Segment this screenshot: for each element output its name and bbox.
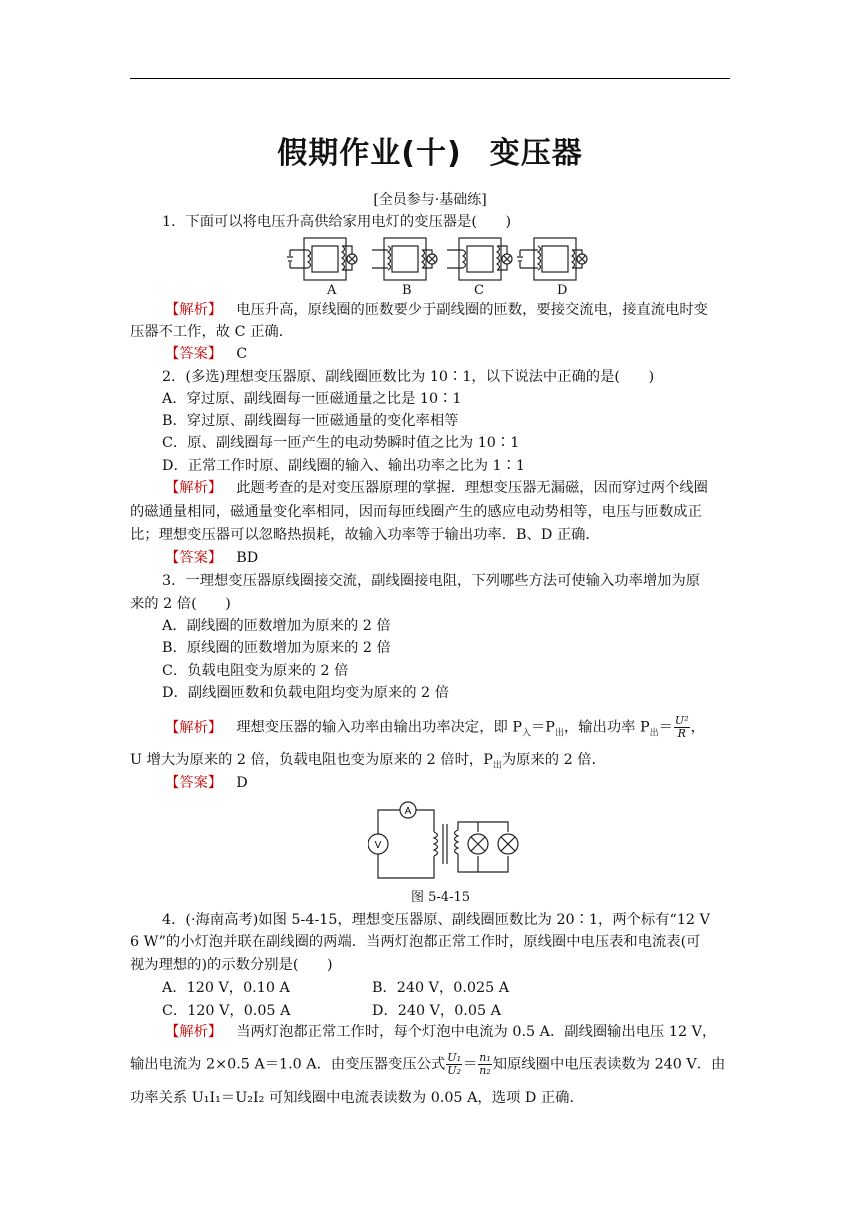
q3-analysis-cont: U 增大为原来的 2 倍，负载电阻也变为原来的 2 倍时，$P_出$为原来的 2 倍． — [130, 752, 606, 771]
q4-option-a: A．120 V，0.10 A — [162, 980, 290, 996]
voltmeter-label: V — [374, 840, 382, 851]
voltage-ratio-fraction: $\frac{\text{U₁}}{\text{U₂}}$ — [447, 1051, 461, 1077]
q4-analysis: 【解析】 当两灯泡都正常工作时，每个灯泡中电流为 0.5 A．副线圈输出电压 12 V， — [165, 1024, 717, 1040]
q2-stem: 2．(多选)理想变压器原、副线圈匝数比为 10∶1，以下说法中正确的是( ) — [162, 369, 655, 385]
q4-stem: 4．(·海南高考)如图 5-4-15，理想变压器原、副线圈匝数比为 20∶1，两个标有“12 V — [162, 912, 710, 928]
header-rule — [130, 78, 730, 79]
title-main: 假期作业(十) — [277, 136, 462, 171]
q2-analysis-cont-2: 比；理想变压器可以忽略热损耗，故输入功率等于输出功率．B、D 正确． — [130, 527, 600, 543]
title-sub: 变压器 — [489, 136, 583, 171]
q2-option-a: A．穿过原、副线圈每一匝磁通量之比是 10∶1 — [162, 391, 462, 407]
q4-stem-cont-1: 6 W”的小灯泡并联在副线圈的两端．当两灯泡都正常工作时，原线圈中电压表和电流表(可 — [130, 934, 701, 950]
q1-stem: 1．下面可以将电压升高供给家用电灯的变压器是( ) — [162, 214, 512, 230]
figure-caption: 图 5-4-15 — [411, 890, 471, 905]
transformer-b — [372, 238, 437, 280]
analysis-tag: 【解析】 — [165, 302, 223, 318]
q2-option-b: B．穿过原、副线圈每一匝磁通量的变化率相等 — [162, 413, 459, 429]
q4-option-c: C．120 V，0.05 A — [162, 1003, 291, 1019]
ammeter-label: A — [404, 806, 412, 817]
q3-stem: 3．一理想变压器原线圈接交流，副线圈接电阻，下列哪些方法可使输入功率增加为原 — [162, 573, 701, 589]
q4-option-d: D．240 V，0.05 A — [372, 1003, 501, 1019]
q2-option-d: D．正常工作时原、副线圈的输入、输出功率之比为 1∶1 — [162, 458, 526, 474]
q1-label-c: C — [474, 283, 484, 298]
power-fraction: $\frac{\text{U²}}{R}$ — [674, 714, 689, 740]
q3-answer: 【答案】 D — [165, 775, 248, 791]
q4-analysis-cont-1: 输出电流为 2×0.5 A＝1.0 A．由变压器变压公式 $\frac{\text{U₁}}{\text{U₂}}$ ＝ $\frac{\text{n₁}}{\text{n₂}}$ 知原线圈中电压表读数为 240 V．由 — [130, 1051, 726, 1077]
page-title — [0, 128, 860, 172]
q2-analysis: 【解析】 此题考查的是对变压器原理的掌握．理想变压器无漏磁，因而穿过两个线圈 — [165, 480, 708, 496]
q3-option-a: A．副线圈的匝数增加为原来的 2 倍 — [162, 618, 391, 634]
q4-stem-cont-2: 视为理想的)的示数分别是( ) — [130, 957, 333, 973]
q1-label-a: A — [327, 283, 337, 298]
q1-label-d: D — [557, 283, 568, 298]
q3-analysis: 【解析】 理想变压器的输入功率由输出功率决定，即 $P_入=P_出$，输出功率 $P_出=$ $\frac{\text{U²}}{R}$ ， — [165, 714, 705, 740]
circuit-figure — [368, 800, 528, 886]
turns-ratio-fraction: $\frac{\text{n₁}}{\text{n₂}}$ — [479, 1051, 491, 1077]
q3-option-c: C．负载电阻变为原来的 2 倍 — [162, 663, 349, 679]
q3-option-b: B．原线圈的匝数增加为原来的 2 倍 — [162, 640, 391, 656]
q1-answer: 【答案】 C — [165, 346, 248, 362]
q4-analysis-cont-2: 功率关系 U₁I₁＝U₂I₂ 可知线圈中电流表读数为 0.05 A，选项 D 正确． — [130, 1090, 584, 1106]
transformer-a — [287, 238, 357, 280]
q3-option-d: D．副线圈匝数和负载电阻均变为原来的 2 倍 — [162, 685, 449, 701]
q2-analysis-cont-1: 的磁通量相同，磁通量变化率相同，因而每匝线圈产生的感应电动势相等，电压与匝数成正 — [130, 504, 702, 520]
transformer-c — [447, 238, 512, 280]
q2-option-c: C．原、副线圈每一匝产生的电动势瞬时值之比为 10∶1 — [162, 435, 520, 451]
q1-analysis: 【解析】 电压升高，原线圈的匝数要少于副线圈的匝数，要接交流电，接直流电时变 — [165, 302, 708, 318]
q3-stem-cont: 来的 2 倍( ) — [130, 596, 231, 612]
section-heading: [全员参与·基础练] — [373, 192, 487, 208]
q4-option-b: B．240 V，0.025 A — [372, 980, 510, 996]
q1-analysis-cont: 压器不工作，故 C 正确． — [130, 324, 293, 340]
q2-answer: 【答案】 BD — [165, 550, 259, 566]
answer-tag: 【答案】 — [165, 346, 223, 362]
q1-label-b: B — [402, 283, 412, 298]
transformer-d — [517, 238, 587, 280]
